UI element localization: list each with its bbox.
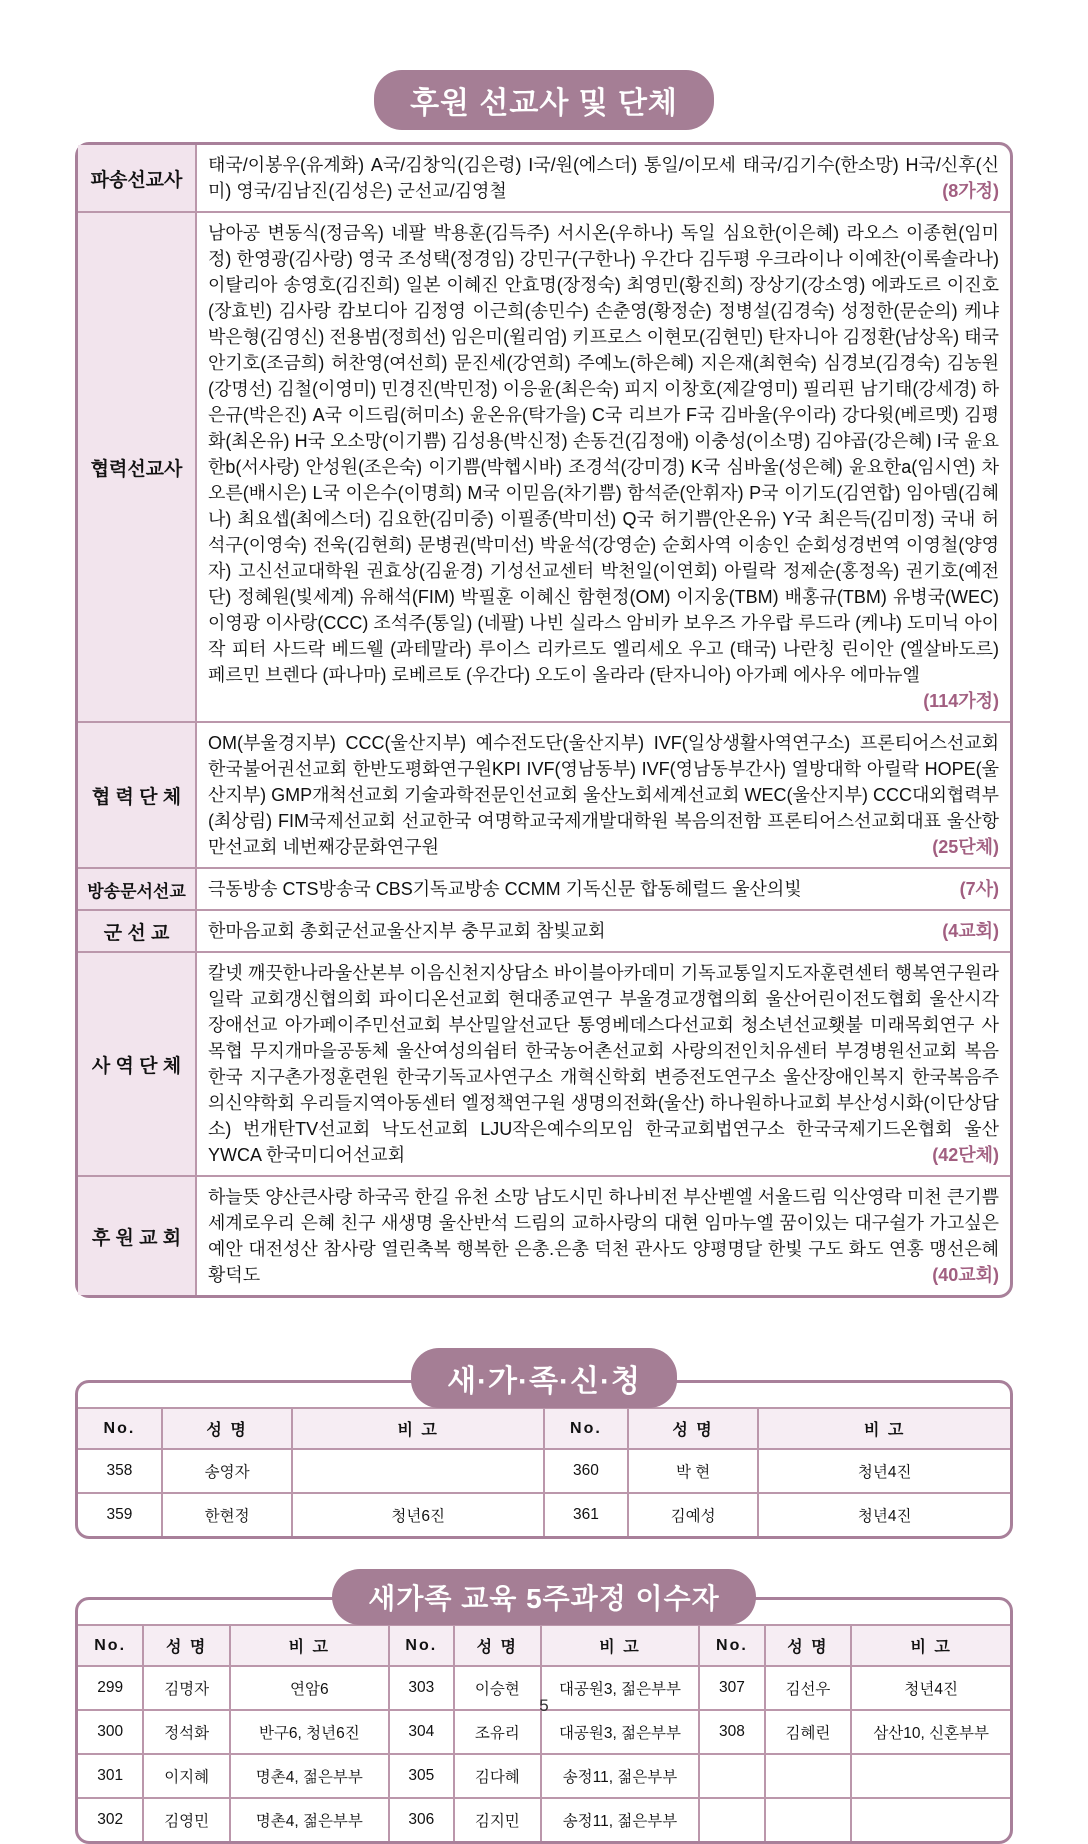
table-cell: 358 [78, 1449, 162, 1493]
table-cell: 300 [78, 1710, 143, 1754]
table-cell: 304 [389, 1710, 454, 1754]
column-header: 비 고 [230, 1625, 389, 1666]
row-content: OM(부울경지부) CCC(울산지부) 예수전도단(울산지부) IVF(일상생활사역연구소) 프론티어스선교회 한국불어권선교회 한반도평화연구원KPI IVF(영남동부) IVF(영남동부간사) 열방대학 아릴락 HOPE(울산지부) GMP개척선교회 기술과학전문인선교회 울산노회세계선교회 WEC(울산지부) CCC대외협력부(최상림) FIM국제선교회 선교한국 여명학교국제개발대학원 복음의전함 프론티어스선교회대표 울산항만선교회 네번째강문화연구원 [208, 733, 999, 857]
row-content-cell [196, 212, 1010, 722]
table-cell: 김영민 [143, 1798, 230, 1841]
column-header: 성 명 [628, 1408, 758, 1449]
row-content-cell [196, 910, 1010, 952]
row-content-cell [196, 145, 1010, 212]
row-label: 협력선교사 [78, 212, 196, 722]
table-row [78, 1493, 1010, 1536]
table-cell: 청년4진 [851, 1666, 1010, 1710]
column-header: 성 명 [143, 1625, 230, 1666]
row-label: 파송선교사 [78, 145, 196, 212]
column-header: No. [389, 1625, 454, 1666]
row-count: (42단체) [932, 1145, 999, 1165]
table-cell: 302 [78, 1798, 143, 1841]
row-content: 한마음교회 총회군선교울산지부 충무교회 참빛교회 [208, 921, 606, 941]
column-header: 비 고 [758, 1408, 1010, 1449]
page-number: 5 [539, 1696, 549, 1715]
table-cell: 한현정 [162, 1493, 292, 1536]
table-row [78, 722, 1010, 868]
table-cell: 360 [544, 1449, 628, 1493]
table-cell: 송정11, 젊은부부 [541, 1798, 700, 1841]
support-table-panel [75, 142, 1013, 1298]
table-row [78, 145, 1010, 212]
row-count: (7사) [959, 879, 999, 899]
row-content: 극동방송 CTS방송국 CBS기독교방송 CCMM 기독신문 합동헤럴드 울산의빛 [208, 879, 802, 899]
table-cell: 대공원3, 젊은부부 [541, 1710, 700, 1754]
table-cell: 307 [699, 1666, 764, 1710]
table-cell: 이승현 [454, 1666, 541, 1710]
table-cell: 303 [389, 1666, 454, 1710]
table-cell [851, 1798, 1010, 1841]
table-cell: 송정11, 젊은부부 [541, 1754, 700, 1798]
table-row [78, 952, 1010, 1176]
row-label: 군 선 교 [78, 910, 196, 952]
column-header: 비 고 [292, 1408, 544, 1449]
table-cell: 301 [78, 1754, 143, 1798]
table-cell: 청년6진 [292, 1493, 544, 1536]
table-cell: 대공원3, 젊은부부 [541, 1666, 700, 1710]
table-cell: 청년4진 [758, 1449, 1010, 1493]
table-header-row [78, 1625, 1010, 1666]
support-table [78, 145, 1010, 1295]
column-header: 성 명 [765, 1625, 852, 1666]
table-cell: 299 [78, 1666, 143, 1710]
table-cell: 명촌4, 젊은부부 [230, 1798, 389, 1841]
table-cell [765, 1754, 852, 1798]
row-label: 후 원 교 회 [78, 1176, 196, 1295]
table-cell: 김혜린 [765, 1710, 852, 1754]
section-title-new-family: 새·가·족·신·청 [411, 1348, 677, 1408]
row-count: (8가정) [942, 181, 999, 201]
table-row [78, 1798, 1010, 1841]
row-content: 칼넷 깨끗한나라울산본부 이음신천지상담소 바이블아카데미 기독교통일지도자훈련센터 행복연구원라일락 교회갱신협의회 파이디온선교회 현대종교연구 부울경교갱협의회 울산어린이전도협회 울산시각장애선교 아가페이주민선교회 부산밀알선교단 통영베데스다선교회 청소년선교횃불 미래목회연구 사목협 무지개마을공동체 울산여성의쉼터 한국농어촌선교회 사랑의전인치유센터 부경병원선교회 복음한국 지구촌가정훈련원 한국기독교사연구소 개혁신학회 변증전도연구소 울산장애인복지 한국복음주의신약학회 우리들지역아동센터 엘정책연구원 생명의전화(울산) 하나원하나교회 부산성시화(이단상담소) 번개탄TV선교회 낙도선교회 LJU작은예수의모임 한국교회법연구소 한국국제기드온협회 울산YWCA 한국미디어선교회 [208, 963, 999, 1165]
table-cell: 김다혜 [454, 1754, 541, 1798]
row-count: (25단체) [932, 837, 999, 857]
row-label: 협 력 단 체 [78, 722, 196, 868]
row-count: (40교회) [932, 1265, 999, 1285]
table-cell [765, 1798, 852, 1841]
row-content: 태국/이봉우(유계화) A국/김창익(김은령) I국/원(에스더) 통일/이모세 태국/김기수(한소망) H국/신후(신미) 영국/김남진(김성은) 군선교/김영철 [208, 155, 999, 201]
column-header: No. [544, 1408, 628, 1449]
table-cell: 305 [389, 1754, 454, 1798]
table-row [78, 1754, 1010, 1798]
table-cell: 이지혜 [143, 1754, 230, 1798]
table-row [78, 910, 1010, 952]
table-cell: 연암6 [230, 1666, 389, 1710]
row-content-cell [196, 1176, 1010, 1295]
table-cell: 청년4진 [758, 1493, 1010, 1536]
column-header: 성 명 [454, 1625, 541, 1666]
table-cell [699, 1754, 764, 1798]
row-label: 방송문서선교 [78, 868, 196, 910]
row-content: 하늘뜻 양산큰사랑 하국곡 한길 유천 소망 남도시민 하나비전 부산벧엘 서울드림 익산영락 미천 큰기쁨 세계로우리 은혜 친구 새생명 울산반석 드림의 교하사랑의 대현 임마누엘 꿈이있는 대구쉴가 가고싶은 예안 대전성산 참사랑 열린축복 행복한 은총.은총 덕천 관사도 양평명달 한빛 구도 화도 연홍 맹선은혜 황덕도 [208, 1187, 999, 1285]
table-cell: 송영자 [162, 1449, 292, 1493]
column-header: 성 명 [162, 1408, 292, 1449]
row-count: (4교회) [942, 921, 999, 941]
course-panel [75, 1597, 1013, 1844]
course-table [78, 1624, 1010, 1841]
table-cell: 김예성 [628, 1493, 758, 1536]
table-cell: 361 [544, 1493, 628, 1536]
row-content-cell [196, 868, 1010, 910]
column-header: No. [78, 1625, 143, 1666]
table-row [78, 1176, 1010, 1295]
table-cell: 명촌4, 젊은부부 [230, 1754, 389, 1798]
table-cell [292, 1449, 544, 1493]
table-row [78, 1710, 1010, 1754]
table-cell: 359 [78, 1493, 162, 1536]
column-header: 비 고 [851, 1625, 1010, 1666]
table-cell: 박 현 [628, 1449, 758, 1493]
table-cell [851, 1754, 1010, 1798]
column-header: 비 고 [541, 1625, 700, 1666]
table-cell: 김선우 [765, 1666, 852, 1710]
table-row [78, 868, 1010, 910]
table-cell [699, 1798, 764, 1841]
row-count: (114가정) [923, 691, 999, 711]
new-family-table [78, 1407, 1010, 1536]
row-content-cell [196, 722, 1010, 868]
column-header: No. [78, 1408, 162, 1449]
row-content-cell [196, 952, 1010, 1176]
table-row [78, 1449, 1010, 1493]
column-header: No. [699, 1625, 764, 1666]
section-title-support: 후원 선교사 및 단체 [374, 70, 714, 130]
section-title-course: 새가족 교육 5주과정 이수자 [332, 1569, 755, 1625]
table-header-row [78, 1408, 1010, 1449]
row-content: 남아공 변동식(정금옥) 네팔 박용훈(김득주) 서시온(우하나) 독일 심요한(이은혜) 라오스 이종현(임미정) 한영광(김사랑) 영국 조성택(정경임) 강민구(구한나) 우간다 김두평 우크라이나 이예찬(이록솔라나) 이탈리아 송영호(김진희) 일본 이혜진 안효명(장정숙) 최영민(황진희) 장상기(강소영) 에콰도르 이진호(장효빈) 김사랑 캄보디아 김정영 이근희(송민수) 손춘영(황정순) 정병설(김경숙) 성정한(문순의) 케냐 박은형(김영신) 전용범(정희선) 임은미(윌리엄) 키프로스 이현모(김현민) 탄자니아 김정환(남상옥) 태국 안기호(조금희) 허찬영(여선희) 문진세(강연희) 주예노(하은혜) 지은재(최현숙) 심경보(김경숙) 김농원(강명선) 김철(이영미) 민경진(박민정) 이응윤(최은숙) 피지 이창호(제갈영미) 필리핀 남기태(강세경) 하은규(박은진) A국 이드림(허미소) 윤온유(탁가을) C국 리브가 F국 김바울(우이라) 강다윗(베르멧) 김평화(최온유) H국 오소망(이기쁨) 김성용(박신정) 손동건(김정애) 이충성(이소명) 김야곱(강은혜) I국 윤요한b(서사랑) 안성원(조은숙) 이기쁨(박헵시바) 조경석(강미경) K국 심바울(성은혜) 윤요한a(임시연) 차오른(배시은) L국 이은수(이명희) M국 이믿음(차기쁨) 함석준(안휘자) P국 이기도(김연합) 임아뎀(김혜나) 최요셉(최에스더) 김요한(김미중) 이필종(박미선) Q국 허기쁨(안온유) Y국 최은득(김미정) 국내 허석구(이영숙) 전욱(김현희) 문병권(박미선) 박윤석(강영순) 순회사역 이송인 순회성경번역 이영철(양영자) 고신선교대학원 권효상(김윤경) 기성선교센터 박천일(이연회) 아릴락 정제순(홍정옥) 권기호(예전단) 정혜원(빛세계) 유해석(FIM) 박필훈 이혜신 함현정(OM) 이지웅(TBM) 배홍규(TBM) 유병국(WEC) 이영광 이사랑(CCC) 조석주(통일) (네팔) 나빈 실라스 암비카 보우즈 가우랍 루드라 (케냐) 도미닉 아이작 피터 사드락 베드웰 (과테말라) 루이스 리카르도 엘리세오 우고 (태국) 나란칭 린이안 (엘살바도르) 페르민 브렌다 (파나마) 로베르토 (우간다) 오도이 올라라 (탄자니아) 아가페 에사우 에마뉴엘 [208, 223, 999, 685]
table-cell: 김명자 [143, 1666, 230, 1710]
table-cell: 306 [389, 1798, 454, 1841]
table-cell: 조유리 [454, 1710, 541, 1754]
table-row [78, 212, 1010, 722]
table-cell: 반구6, 청년6진 [230, 1710, 389, 1754]
table-cell: 김지민 [454, 1798, 541, 1841]
table-cell: 308 [699, 1710, 764, 1754]
row-label: 사 역 단 체 [78, 952, 196, 1176]
table-cell: 정석화 [143, 1710, 230, 1754]
table-cell: 삼산10, 신혼부부 [851, 1710, 1010, 1754]
